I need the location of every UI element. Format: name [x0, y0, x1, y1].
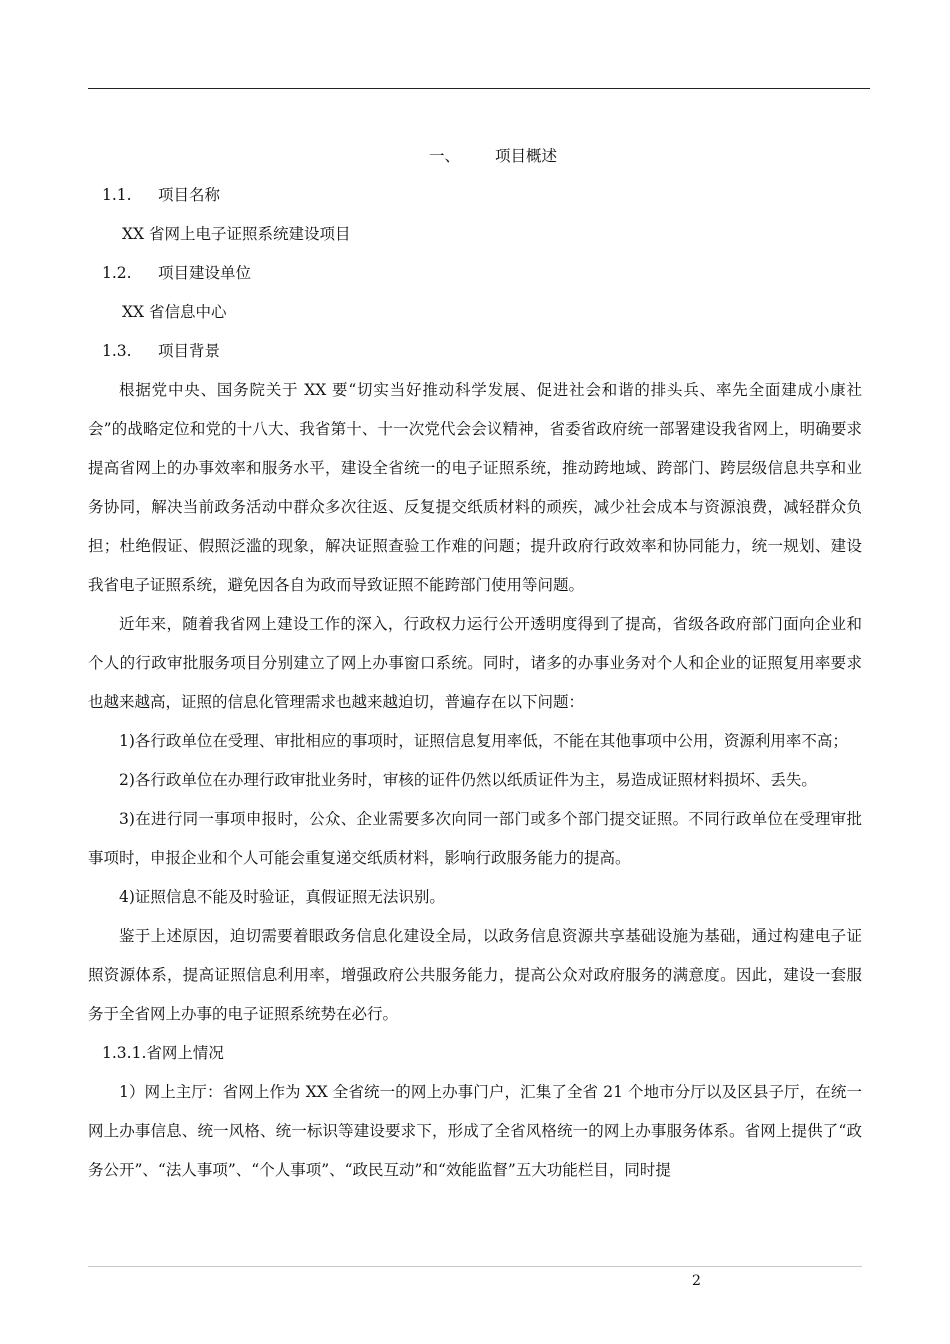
document-body [88, 137, 862, 1190]
subsection-number: 1.2. [102, 264, 132, 282]
subsection-title: 项目建设单位 [158, 264, 252, 282]
subsection-heading-1-3-1 [88, 1034, 862, 1073]
subsection-heading-1-1 [88, 176, 862, 215]
problem-item: 3)在进行同一事项申报时，公众、企业需要多次向同一部门或多个部门提交证照。不同行政单位在受理审批事项时，申报企业和个人可能会重复递交纸质材料，影响行政服务能力的提高。 [88, 810, 862, 867]
subsection-title: 省网上情况 [146, 1044, 224, 1062]
section-heading [88, 137, 862, 176]
problem-item: 4)证照信息不能及时验证，真假证照无法识别。 [119, 888, 445, 906]
subsection-heading-1-3 [88, 332, 862, 371]
conclusion-paragraph: 鉴于上述原因，迫切需要着眼政务信息化建设全局，以政务信息资源共享基础设施为基础，通过构建电子证照资源体系，提高证照信息利用率，增强政府公共服务能力，提高公众对政府服务的满意度。因此，建设一套服务于全省网上办事的电子证照系统势在必行。 [88, 927, 862, 1023]
section-number: 一、 [428, 147, 460, 165]
background-paragraph: 近年来，随着我省网上建设工作的深入，行政权力运行公开透明度得到了提高，省级各政府部门面向企业和个人的行政审批服务项目分别建立了网上办事窗口系统。同时，诸多的办事业务对个人和企业的证照复用率要求也越来越高，证照的信息化管理需求也越来越迫切，普遍存在以下问题： [88, 615, 862, 711]
subsection-number: 1.1. [102, 186, 132, 204]
problem-item: 2)各行政单位在办理行政审批业务时，审核的证件仍然以纸质证件为主，易造成证照材料损坏、丢失。 [119, 771, 817, 789]
subsection-title: 项目名称 [158, 186, 221, 204]
subsection-heading-1-2 [88, 254, 862, 293]
background-paragraph: 根据党中央、国务院关于 XX 要“切实当好推动科学发展、促进社会和谐的排头兵、率先全面建成小康社会”的战略定位和党的十八大、我省第十、十一次党代会会议精神，省委省政府统一部署建设我省网上，明确要求提高省网上的办事效率和服务水平，建设全省统一的电子证照系统，推动跨地域、跨部门、跨层级信息共享和业务协同，解决当前政务活动中群众多次往返、反复提交纸质材料的顽疾，减少社会成本与资源浪费，减轻群众负担；杜绝假证、假照泛滥的现象，解决证照查验工作难的问题；提升政府行政效率和协同能力，统一规划、建设我省电子证照系统，避免因各自为政而导致证照不能跨部门使用等问题。 [88, 381, 862, 594]
section-title: 项目概述 [494, 147, 557, 165]
project-unit: XX 省信息中心 [122, 303, 227, 321]
portal-paragraph: 1）网上主厅：省网上作为 XX 全省统一的网上办事门户，汇集了全省 21 个地市分厅以及区县子厅，在统一网上办事信息、统一风格、统一标识等建设要求下，形成了全省风格统一的网上办事服务体系。省网上提供了“政务公开”、“法人事项”、“个人事项”、“政民互动”和“效能监督”五大功能栏目，同时提 [88, 1083, 862, 1179]
project-name: XX 省网上电子证照系统建设项目 [122, 225, 351, 243]
footer-rule [88, 1266, 862, 1267]
subsection-number: 1.3.1. [102, 1044, 147, 1062]
subsection-number: 1.3. [102, 342, 132, 360]
problem-item: 1)各行政单位在受理、审批相应的事项时，证照信息复用率低，不能在其他事项中公用，资源利用率不高； [119, 732, 848, 750]
subsection-title: 项目背景 [158, 342, 221, 360]
page-number: 2 [692, 1273, 701, 1289]
header-rule [88, 88, 870, 89]
